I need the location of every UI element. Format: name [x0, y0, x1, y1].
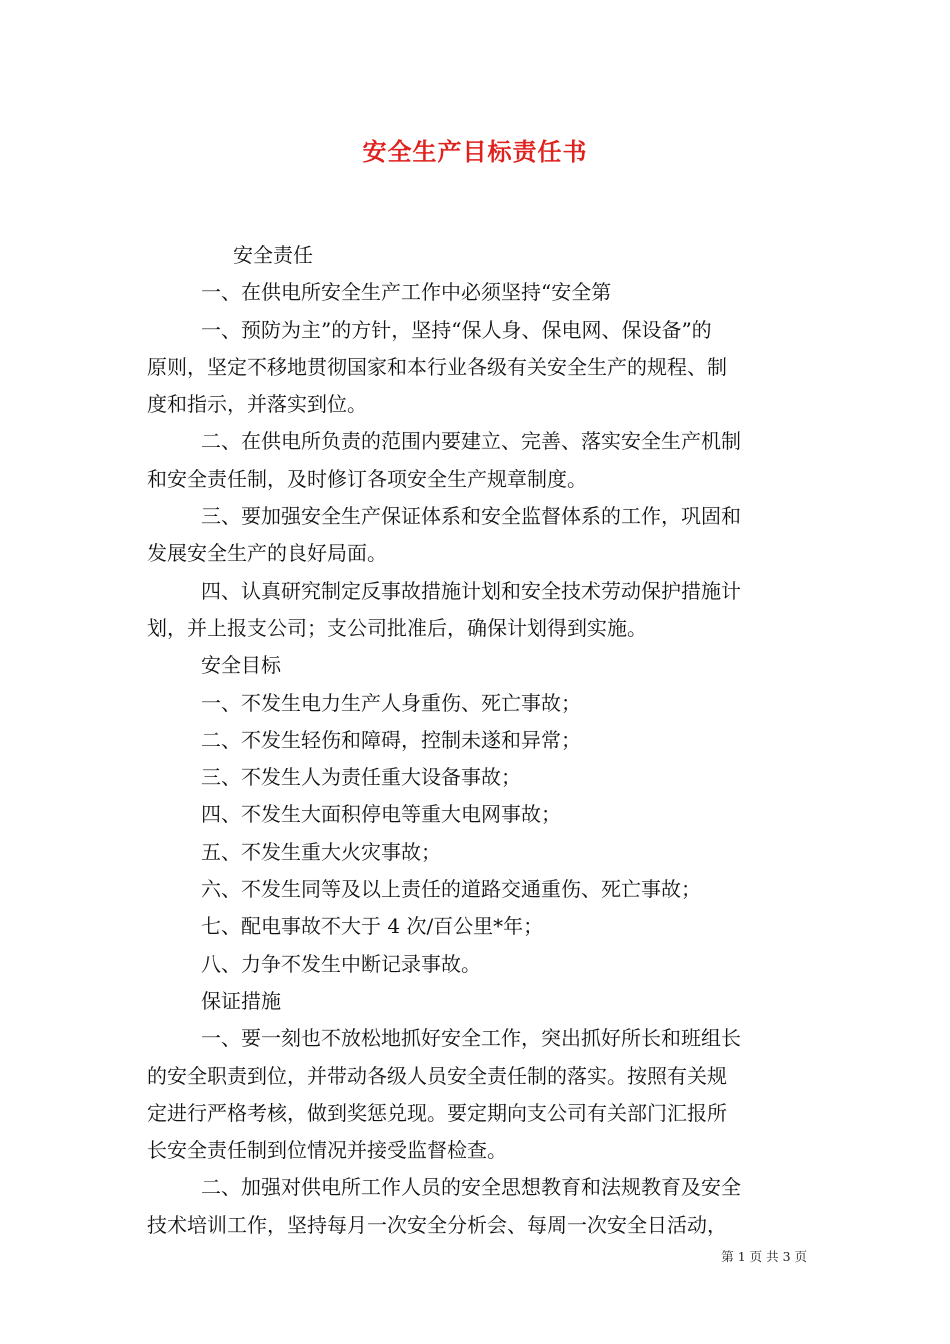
list-item: 四、不发生大面积停电等重大电网事故；	[201, 802, 561, 827]
paragraph-line: 四、认真研究制定反事故措施计划和安全技术劳动保护措施计	[201, 578, 741, 603]
paragraph-line: 一、要一刻也不放松地抓好安全工作，突出抓好所长和班组长	[201, 1026, 741, 1051]
list-item: 六、不发生同等及以上责任的道路交通重伤、死亡事故；	[201, 877, 701, 902]
paragraph-line: 定进行严格考核，做到奖惩兑现。要定期向支公司有关部门汇报所	[147, 1100, 727, 1125]
paragraph-line: 的安全职责到位，并带动各级人员安全责任制的落实。按照有关规	[147, 1063, 727, 1088]
section-heading-goals: 安全目标	[201, 653, 281, 678]
list-item: 一、不发生电力生产人身重伤、死亡事故；	[201, 690, 581, 715]
paragraph-line: 发展安全生产的良好局面。	[147, 541, 387, 566]
paragraph-line: 原则，坚定不移地贯彻国家和本行业各级有关安全生产的规程、制	[147, 354, 727, 379]
paragraph-line: 一、预防为主”的方针，坚持“保人身、保电网、保设备”的	[201, 317, 712, 342]
paragraph-line: 划，并上报支公司；支公司批准后，确保计划得到实施。	[147, 615, 647, 640]
paragraph-line: 和安全责任制，及时修订各项安全生产规章制度。	[147, 466, 587, 491]
document-title: 安全生产目标责任书	[362, 137, 588, 166]
list-item: 二、不发生轻伤和障碍，控制未遂和异常；	[201, 727, 581, 752]
list-item: 三、不发生人为责任重大设备事故；	[201, 765, 521, 790]
paragraph-line: 技术培训工作，坚持每月一次安全分析会、每周一次安全日活动，	[147, 1212, 727, 1237]
list-item: 八、力争不发生中断记录事故。	[201, 951, 481, 976]
list-item: 七、配电事故不大于 4 次/百公里*年；	[201, 914, 544, 939]
section-heading-measures: 保证措施	[201, 988, 281, 1013]
paragraph-line: 二、加强对供电所工作人员的安全思想教育和法规教育及安全	[201, 1175, 741, 1200]
section-heading-responsibility: 安全责任	[233, 243, 313, 267]
page-number: 第 1 页 共 3 页	[721, 1249, 807, 1264]
paragraph-line: 一、在供电所安全生产工作中必须坚持“安全第	[201, 280, 612, 305]
list-item: 五、不发生重大火灾事故；	[201, 839, 441, 864]
paragraph-line: 度和指示，并落实到位。	[147, 392, 367, 417]
paragraph-line: 长安全责任制到位情况并接受监督检查。	[147, 1138, 507, 1163]
document-body	[147, 237, 809, 1244]
paragraph-line: 三、要加强安全生产保证体系和安全监督体系的工作，巩固和	[201, 504, 741, 529]
paragraph-line: 二、在供电所负责的范围内要建立、完善、落实安全生产机制	[201, 429, 741, 454]
